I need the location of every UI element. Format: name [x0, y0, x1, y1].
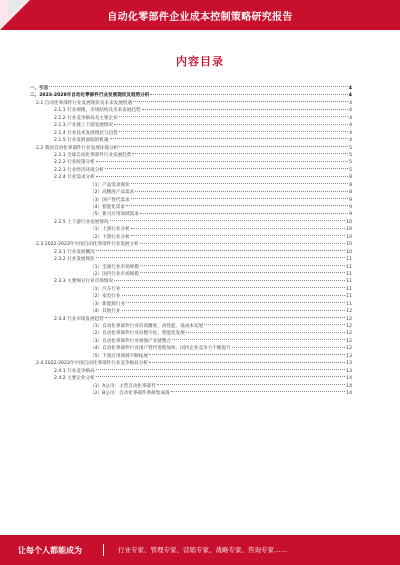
- toc-entry-page: 5: [349, 145, 352, 151]
- toc-leader-dots: [142, 109, 348, 110]
- footer-slogan: 让每个人都能成为: [18, 546, 82, 555]
- toc-entry[interactable]: [30, 383, 352, 390]
- toc-entry-page: 12: [346, 331, 352, 337]
- toc-entry[interactable]: [30, 241, 352, 248]
- toc-entry-page: 4: [349, 115, 352, 121]
- toc-entry-page: 12: [346, 346, 352, 352]
- toc-entry-text: 2.3.4 行业市场发展趋势: [54, 316, 104, 322]
- toc-entry-page: 12: [346, 309, 352, 315]
- toc-entry[interactable]: [30, 286, 352, 293]
- toc-entry-page: 4: [348, 93, 352, 99]
- toc-leader-dots: [132, 153, 348, 154]
- toc-leader-dots: [119, 116, 348, 117]
- table-of-contents: [30, 85, 352, 397]
- toc-entry-page: 5: [349, 152, 352, 158]
- toc-entry-text: 2.2.5 上下游行业发展情况: [54, 219, 109, 225]
- toc-entry-text: 2.1.1 行业规模、市场结构及未来发展趋势: [54, 108, 141, 114]
- toc-entry-text: 2.4.1 行业竞争格局: [54, 368, 95, 374]
- toc-leader-dots: [114, 280, 345, 281]
- toc-entry[interactable]: [30, 167, 352, 174]
- toc-entry-text: （2）家电行业: [90, 294, 121, 300]
- toc-entry-text: （1）全球行业市场规模: [90, 264, 139, 270]
- toc-leader-dots: [133, 101, 348, 102]
- toc-entry[interactable]: [30, 360, 352, 367]
- toc-entry-text: 2.2 我国自动化零部件行业发展环境分析: [36, 145, 119, 151]
- toc-leader-dots: [232, 347, 345, 348]
- toc-entry-page: 4: [349, 108, 352, 114]
- toc-entry-page: 4: [349, 100, 352, 106]
- toc-entry-page: 10: [346, 227, 352, 233]
- toc-entry[interactable]: [30, 122, 352, 129]
- toc-entry[interactable]: [30, 85, 352, 92]
- toc-leader-dots: [96, 250, 345, 251]
- toc-leader-dots: [131, 183, 348, 184]
- toc-leader-dots: [150, 94, 347, 95]
- toc-leader-dots: [204, 324, 345, 325]
- report-header: [0, 0, 400, 30]
- toc-entry-page: 11: [346, 257, 352, 263]
- toc-leader-dots: [119, 131, 348, 132]
- toc-leader-dots: [96, 369, 345, 370]
- toc-leader-dots: [122, 287, 346, 288]
- toc-entry-page: 12: [346, 338, 352, 344]
- toc-entry[interactable]: [30, 159, 352, 166]
- toc-entry-page: 13: [346, 361, 352, 367]
- toc-entry[interactable]: [30, 368, 352, 375]
- toc-entry-page: 4: [349, 138, 352, 144]
- toc-entry-text: （2）B公司：自动化零部件系统集成商: [90, 390, 170, 396]
- toc-entry-page: 9: [349, 197, 352, 203]
- toc-leader-dots: [149, 354, 345, 355]
- toc-leader-dots: [140, 265, 345, 266]
- toc-entry[interactable]: [30, 375, 352, 382]
- toc-entry-text: （2）国内行业市场规模: [90, 271, 139, 277]
- toc-entry-text: （1）上游行业分析: [90, 227, 130, 233]
- toc-entry-page: 14: [346, 390, 352, 396]
- toc-entry-text: 2.1.5 行业发展面临的机遇: [54, 138, 109, 144]
- toc-leader-dots: [110, 138, 349, 139]
- toc-entry[interactable]: [30, 264, 352, 271]
- toc-entry[interactable]: [30, 174, 352, 181]
- toc-entry-text: （1）产品需求现状: [90, 182, 130, 188]
- toc-leader-dots: [96, 161, 348, 162]
- toc-entry-text: 2.1 自动化零部件行业发展现状及未来发展机遇: [36, 100, 133, 106]
- toc-entry[interactable]: [30, 323, 352, 330]
- toc-leader-dots: [96, 257, 345, 258]
- toc-entry-text: （4）其他行业: [90, 309, 121, 315]
- toc-leader-dots: [140, 213, 348, 214]
- toc-leader-dots: [96, 376, 345, 377]
- toc-entry-page: 11: [346, 279, 352, 285]
- toc-entry[interactable]: [30, 301, 352, 308]
- toc-entry-text: 2.3.2 行业发展现状: [54, 257, 95, 263]
- toc-leader-dots: [140, 243, 345, 244]
- toc-entry[interactable]: [30, 182, 352, 189]
- toc-entry[interactable]: [30, 107, 352, 114]
- toc-entry-text: （3）国产替代需求: [90, 197, 130, 203]
- toc-entry-page: 12: [346, 316, 352, 322]
- toc-entry[interactable]: [30, 145, 352, 152]
- toc-entry-text: 2.4 2022-2023年中国自动化零部件行业竞争格局分析: [36, 361, 148, 367]
- toc-leader-dots: [171, 391, 346, 392]
- toc-leader-dots: [149, 362, 345, 363]
- toc-entry-page: 5: [349, 167, 352, 173]
- toc-entry[interactable]: [30, 234, 352, 241]
- report-footer: [0, 535, 400, 565]
- toc-entry-page: 12: [346, 324, 352, 329]
- toc-leader-dots: [119, 146, 348, 147]
- toc-entry[interactable]: [30, 211, 352, 218]
- toc-entry-text: 一、引言: [30, 86, 49, 91]
- toc-leader-dots: [105, 317, 345, 318]
- toc-leader-dots: [131, 235, 345, 236]
- toc-entry[interactable]: [30, 137, 352, 144]
- toc-entry-text: 二、2023-2028年自动化零部件行业发展现状及趋势分析: [30, 93, 150, 99]
- toc-leader-dots: [135, 191, 348, 192]
- toc-entry-text: 2.3.3 主要细分行业市场情况: [54, 279, 114, 285]
- toc-entry-text: （1）汽车行业: [90, 286, 121, 292]
- toc-entry-page: 9: [349, 205, 352, 210]
- toc-entry-page: 11: [346, 264, 352, 270]
- toc-entry[interactable]: [30, 390, 352, 397]
- toc-entry[interactable]: [30, 308, 352, 315]
- toc-entry-text: 2.2.1 全球自动化零部件行业发展趋势: [54, 152, 132, 158]
- toc-entry-page: 14: [346, 383, 352, 389]
- toc-entry[interactable]: [30, 204, 352, 211]
- toc-entry-page: 14: [346, 376, 352, 382]
- toc-entry-page: 4: [348, 86, 352, 91]
- toc-entry-page: 13: [346, 368, 352, 374]
- toc-entry-text: 2.2.2 行业政策分析: [54, 160, 95, 166]
- report-title: 自动化零部件企业成本控制策略研究报告: [107, 12, 293, 23]
- toc-leader-dots: [110, 220, 346, 221]
- footer-divider: [103, 544, 104, 556]
- toc-leader-dots: [96, 176, 348, 177]
- toc-entry-page: 4: [349, 123, 352, 129]
- toc-entry-text: （5）下游应用领域不断拓展: [90, 353, 149, 359]
- toc-entry[interactable]: [30, 152, 352, 159]
- toc-entry[interactable]: [30, 197, 352, 204]
- toc-entry-text: 2.1.2 行业竞争格局及主要企业: [54, 115, 118, 121]
- toc-leader-dots: [186, 332, 345, 333]
- toc-entry-text: 2.1.4 行业技术发展现状与趋势: [54, 130, 118, 136]
- toc-entry-page: 4: [349, 130, 352, 136]
- toc-entry[interactable]: [30, 115, 352, 122]
- toc-entry-text: 2.2.3 行业经济环境分析: [54, 167, 104, 173]
- toc-entry-text: （4）自动化零部件行业国产替代进程加快，国内企业竞争力不断提升: [90, 346, 231, 352]
- toc-entry-page: 8: [349, 190, 352, 196]
- toc-entry[interactable]: [30, 92, 352, 99]
- toc-entry-text: 2.3 2022-2023年中国自动化零部件行业发展分析: [36, 242, 139, 248]
- toc-entry-text: 2.2.4 行业需求分析: [54, 175, 95, 181]
- toc-entry[interactable]: [30, 189, 352, 196]
- toc-entry-page: 11: [346, 271, 352, 277]
- toc-leader-dots: [114, 124, 348, 125]
- toc-entry-page: 9: [349, 212, 352, 218]
- toc-entry-text: （2）高精度产品需求: [90, 190, 135, 196]
- toc-entry-page: 10: [346, 242, 352, 248]
- toc-entry-text: （2）自动化零部件行业向数字化、智能化发展: [90, 331, 185, 337]
- toc-leader-dots: [126, 205, 348, 206]
- toc-entry[interactable]: [30, 100, 352, 107]
- toc-entry[interactable]: [30, 249, 352, 256]
- toc-leader-dots: [131, 228, 345, 229]
- toc-title: 内容目录: [176, 55, 224, 68]
- toc-entry-page: 11: [346, 294, 352, 300]
- toc-entry[interactable]: [30, 271, 352, 278]
- toc-entry-text: 2.3.1 行业发展概况: [54, 249, 95, 255]
- toc-entry-page: 10: [346, 219, 352, 225]
- toc-entry-page: 10: [346, 234, 352, 240]
- toc-entry-text: （5）新兴应用领域需求: [90, 212, 139, 218]
- toc-entry-page: 8: [349, 175, 352, 181]
- toc-entry-text: （4）智能化需求: [90, 205, 126, 210]
- toc-entry[interactable]: [30, 226, 352, 233]
- toc-entry[interactable]: [30, 345, 352, 352]
- toc-entry[interactable]: [30, 219, 352, 226]
- toc-entry[interactable]: [30, 293, 352, 300]
- toc-leader-dots: [122, 295, 346, 296]
- toc-entry-page: 13: [346, 353, 352, 359]
- toc-entry-page: 10: [346, 249, 352, 255]
- toc-entry-text: （3）新能源行业: [90, 301, 126, 307]
- toc-leader-dots: [157, 384, 345, 385]
- toc-entry-page: 11: [346, 301, 352, 307]
- toc-entry-text: 2.4.2 主要企业分析: [54, 376, 95, 382]
- toc-leader-dots: [122, 310, 346, 311]
- toc-entry[interactable]: [30, 256, 352, 263]
- toc-entry-text: （3）自动化零部件行业加强产业链整合: [90, 338, 172, 344]
- toc-entry[interactable]: [30, 330, 352, 337]
- toc-entry-text: （2）下游行业分析: [90, 234, 130, 240]
- toc-entry-text: 2.1.3 产业链上下游发展情况: [54, 123, 114, 129]
- toc-leader-dots: [172, 339, 345, 340]
- footer-tagline: 行业专家、管理专家、营销专家、战略专家、咨询专家……: [118, 546, 287, 554]
- toc-entry[interactable]: [30, 278, 352, 285]
- toc-leader-dots: [140, 272, 345, 273]
- toc-entry-page: 11: [346, 286, 352, 292]
- toc-leader-dots: [131, 198, 348, 199]
- toc-leader-dots: [105, 168, 348, 169]
- toc-entry[interactable]: [30, 130, 352, 137]
- toc-entry-page: 8: [349, 182, 352, 188]
- toc-leader-dots: [49, 86, 347, 87]
- toc-entry-page: 5: [349, 160, 352, 166]
- toc-entry[interactable]: [30, 353, 352, 360]
- toc-leader-dots: [126, 302, 345, 303]
- toc-entry-text: （1）自动化零部件行业向高精度、高性能、低成本发展: [90, 324, 204, 329]
- toc-entry[interactable]: [30, 316, 352, 323]
- toc-entry[interactable]: [30, 338, 352, 345]
- toc-entry-text: （1）A公司：主营自动化零部件: [90, 383, 156, 389]
